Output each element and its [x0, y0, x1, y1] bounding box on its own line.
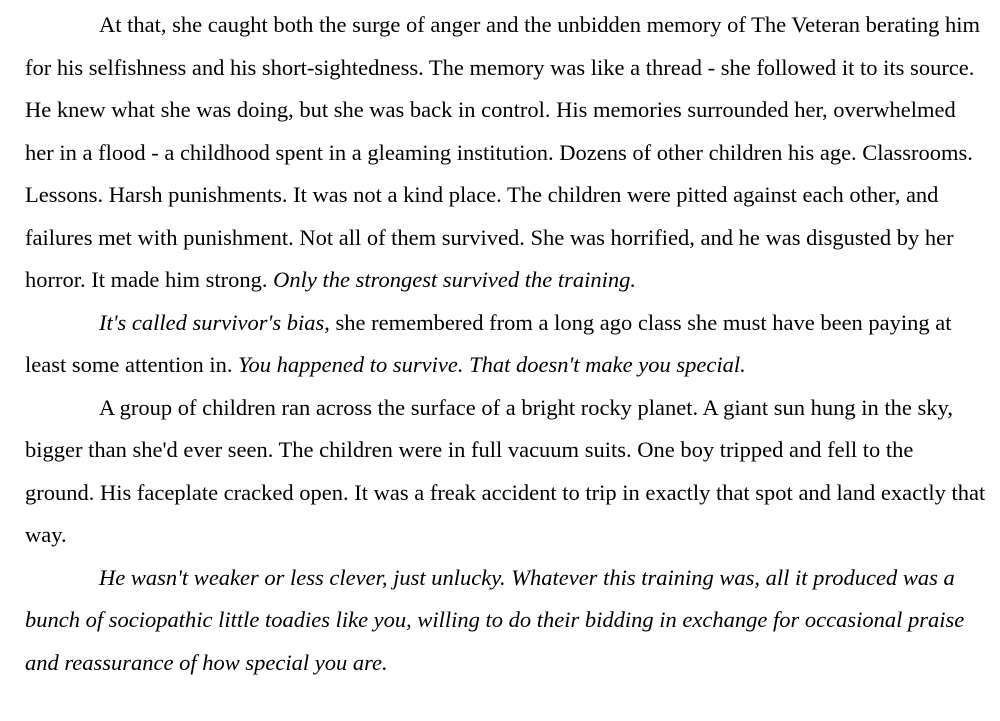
- paragraph-2-italic-thought: You happened to survive. That doesn't make you special.: [238, 352, 746, 377]
- paragraph-2: [25, 302, 987, 387]
- paragraph-2-italic-opening: It's called survivor's bias: [99, 309, 325, 335]
- paragraph-3-text: A group of children ran across the surface of a bright rocky planet. A giant sun hung in the sky, bigger than she'd ever seen. The children were in full vacuum suits. One boy tripped and fell to the ground. His faceplate cracked open. It was a freak accident to trip in exactly that spot and land exactly that way.: [25, 394, 986, 547]
- paragraph-3: [25, 387, 987, 557]
- paragraph-4: [25, 557, 987, 685]
- document-body: [25, 4, 987, 684]
- paragraph-1: [25, 4, 987, 302]
- paragraph-1-text: At that, she caught both the surge of anger and the unbidden memory of The Veteran berating him for his selfishness and his short-sightedness. The memory was like a thread - she followed it to its source. He knew what she was doing, but she was back in control. His memories surrounded her, overwhelmed her in a flood - a childhood spent in a gleaming institution. Dozens of other children his age. Classrooms. Lessons. Harsh punishments. It was not a kind place. The children were pitted against each other, and failures met with punishment. Not all of them survived. She was horrified, and he was disgusted by her horror. It made him strong.: [25, 12, 981, 292]
- paragraph-4-italic-thought: He wasn't weaker or less clever, just unlucky. Whatever this training was, all it produced was a bunch of sociopathic little toadies like you, willing to do their bidding in exchange for occasional praise and reassurance of how special you are.: [25, 564, 965, 675]
- paragraph-1-italic-thought: Only the strongest survived the training.: [273, 267, 636, 292]
- paragraph-2-text: , she remembered from a long ago class she must have been paying at least some attention in.: [25, 309, 952, 377]
